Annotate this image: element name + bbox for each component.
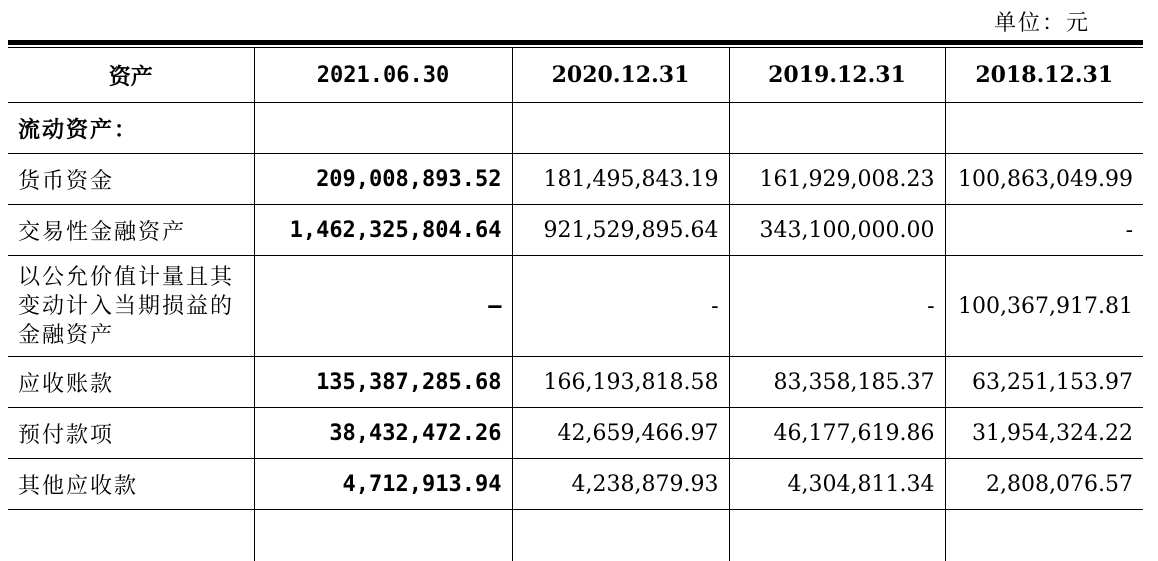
empty-cell	[8, 510, 254, 561]
value-2021: 135,387,285.68	[254, 357, 512, 408]
empty-cell	[512, 510, 729, 561]
cutoff-row	[8, 510, 1143, 561]
row-label: 其他应收款	[8, 459, 254, 510]
value-2019: 83,358,185.37	[729, 357, 945, 408]
value-2021: 4,712,913.94	[254, 459, 512, 510]
row-label: 应收账款	[8, 357, 254, 408]
value-2018: 2,808,076.57	[945, 459, 1143, 510]
empty-cell	[254, 510, 512, 561]
value-2021: 38,432,472.26	[254, 408, 512, 459]
empty-cell	[512, 103, 729, 154]
value-2019: 161,929,008.23	[729, 154, 945, 205]
table-top-rule	[8, 40, 1143, 45]
table-row	[8, 459, 1143, 510]
empty-cell	[945, 510, 1143, 561]
row-label: 货币资金	[8, 154, 254, 205]
value-2020: 166,193,818.58	[512, 357, 729, 408]
empty-cell	[729, 510, 945, 561]
value-2019: 343,100,000.00	[729, 205, 945, 256]
value-2018: 100,863,049.99	[945, 154, 1143, 205]
balance-sheet-table	[8, 47, 1143, 561]
section-title: 流动资产：	[8, 103, 254, 154]
empty-cell	[729, 103, 945, 154]
header-2019: 2019.12.31	[729, 48, 945, 103]
row-label: 交易性金融资产	[8, 205, 254, 256]
table-row	[8, 256, 1143, 357]
header-2020: 2020.12.31	[512, 48, 729, 103]
value-2020: 181,495,843.19	[512, 154, 729, 205]
empty-cell	[254, 103, 512, 154]
value-2020: 42,659,466.97	[512, 408, 729, 459]
table-row	[8, 357, 1143, 408]
value-2018: 63,251,153.97	[945, 357, 1143, 408]
value-2019: -	[729, 256, 945, 357]
header-2021: 2021.06.30	[254, 48, 512, 103]
unit-label: 单位：元	[993, 11, 1090, 36]
section-row	[8, 103, 1143, 154]
header-2018: 2018.12.31	[945, 48, 1143, 103]
header-assets: 资产	[8, 48, 254, 103]
value-2021: 1,462,325,804.64	[254, 205, 512, 256]
value-2019: 4,304,811.34	[729, 459, 945, 510]
value-2018: 100,367,917.81	[945, 256, 1143, 357]
value-2020: 921,529,895.64	[512, 205, 729, 256]
row-label: 以公允价值计量且其变动计入当期损益的金融资产	[8, 256, 254, 357]
table-row	[8, 408, 1143, 459]
value-2021: –	[254, 256, 512, 357]
value-2020: 4,238,879.93	[512, 459, 729, 510]
table-row	[8, 154, 1143, 205]
header-row	[8, 48, 1143, 103]
value-2019: 46,177,619.86	[729, 408, 945, 459]
value-2018: -	[945, 205, 1143, 256]
value-2018: 31,954,324.22	[945, 408, 1143, 459]
value-2020: -	[512, 256, 729, 357]
empty-cell	[945, 103, 1143, 154]
value-2021: 209,008,893.52	[254, 154, 512, 205]
table-row	[8, 205, 1143, 256]
row-label: 预付款项	[8, 408, 254, 459]
